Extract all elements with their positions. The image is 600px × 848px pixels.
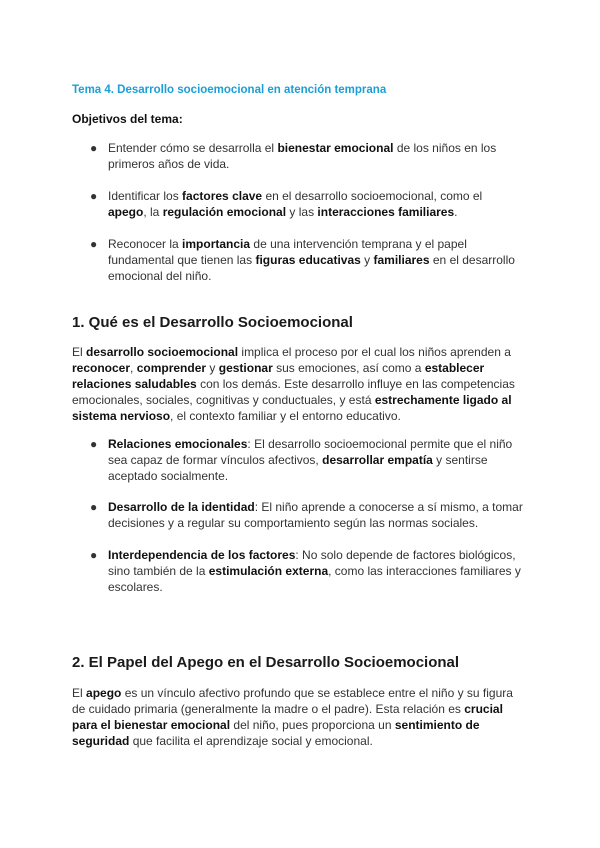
section2-heading: 2. El Papel del Apego en el Desarrollo Socioemocional <box>72 654 460 671</box>
bold-text: factores clave <box>182 189 263 203</box>
text-run: : El desarrollo socioemocional permite que el niño sea capaz de formar vínculos afectivos, <box>108 437 513 467</box>
text-run: , <box>130 361 137 375</box>
text-run: Reconocer la <box>108 237 183 251</box>
text-run: , la <box>143 205 163 219</box>
bullet-icon: ● <box>90 500 98 514</box>
bold-text: desarrollo socioemocional <box>86 345 239 359</box>
text-run: implica el proceso por el cual los niños aprenden a <box>238 345 511 359</box>
bold-text: apego <box>108 205 144 219</box>
text-run: en el desarrollo socioemocional, como el <box>262 189 483 203</box>
bold-text: comprender <box>136 361 207 375</box>
bullet-icon: ● <box>90 141 98 155</box>
text-run: en el desarrollo emocional del niño. <box>108 253 515 283</box>
objective-text <box>108 236 520 284</box>
bullet-icon: ● <box>90 548 98 562</box>
text-run: : No solo depende de factores biológicos, sino también de la <box>108 548 516 578</box>
text-run: de una intervención temprana y el papel fundamental que tienen las <box>108 237 467 267</box>
section1-heading: 1. Qué es el Desarrollo Socioemocional <box>72 314 353 331</box>
bold-text: sentimiento de seguridad <box>72 718 480 748</box>
text-run: El <box>72 686 87 700</box>
objectives-title: Objetivos del tema: <box>72 112 183 126</box>
bullet-icon: ● <box>90 237 98 251</box>
bold-text: importancia <box>182 237 251 251</box>
bold-text: reconocer <box>72 361 131 375</box>
text-run: del niño, pues proporciona un <box>230 718 395 732</box>
text-run: : El niño aprende a conocerse a sí mismo, a tomar decisiones y a regular su comportamiento según las normas sociales. <box>108 500 523 530</box>
text-run: Identificar los <box>108 189 183 203</box>
topic-title: Tema 4. Desarrollo socioemocional en atención temprana <box>72 84 387 96</box>
bold-text: estrechamente ligado al sistema nervioso <box>72 393 512 423</box>
bold-text: apego <box>86 686 122 700</box>
text-run: que facilita el aprendizaje social y emocional. <box>129 734 373 748</box>
bold-text: bienestar emocional <box>277 141 394 155</box>
text-run: , como las interacciones familiares y escolares. <box>108 564 521 594</box>
text-run: es un vínculo afectivo profundo que se establece entre el niño y su figura de cuidado primaria (generalmente la madre o el padre). Esta relación es <box>72 686 513 716</box>
text-run: Entender cómo se desarrolla el <box>108 141 278 155</box>
section1-paragraph <box>72 344 527 424</box>
objective-text <box>108 188 520 220</box>
bullet-text <box>108 436 530 484</box>
bold-text: regulación emocional <box>162 205 287 219</box>
bold-text: familiares <box>373 253 430 267</box>
text-run: de los niños en los primeros años de vida. <box>108 141 497 171</box>
bold-text: estimulación externa <box>208 564 329 578</box>
bullet-text <box>108 499 530 531</box>
bold-text: desarrollar empatía <box>322 453 433 467</box>
section2-paragraph <box>72 685 527 749</box>
text-run: con los demás. Este desarrollo influye en las competencias emocionales, sociales, cognitivas y conductuales, y está <box>72 377 515 407</box>
text-run: y sentirse aceptado socialmente. <box>108 453 488 483</box>
text-run: . <box>454 205 458 219</box>
bullet-icon: ● <box>90 189 98 203</box>
objective-text <box>108 140 520 172</box>
bold-text: Relaciones emocionales <box>108 437 248 451</box>
bullet-text <box>108 547 530 595</box>
bold-text: gestionar <box>218 361 273 375</box>
text-run: , el contexto familiar y el entorno educativo. <box>170 409 401 423</box>
bold-text: establecer relaciones saludables <box>72 361 485 391</box>
bold-text: interacciones familiares <box>317 205 455 219</box>
bold-text: figuras educativas <box>255 253 361 267</box>
bold-text: Interdependencia de los factores <box>108 548 296 562</box>
bold-text: Desarrollo de la identidad <box>108 500 255 514</box>
text-run: El <box>72 345 87 359</box>
bullet-icon: ● <box>90 437 98 451</box>
text-run: y las <box>286 205 318 219</box>
text-run: y <box>360 253 374 267</box>
text-run: y <box>206 361 219 375</box>
text-run: sus emociones, así como a <box>272 361 425 375</box>
bold-text: crucial para el bienestar emocional <box>72 702 503 732</box>
